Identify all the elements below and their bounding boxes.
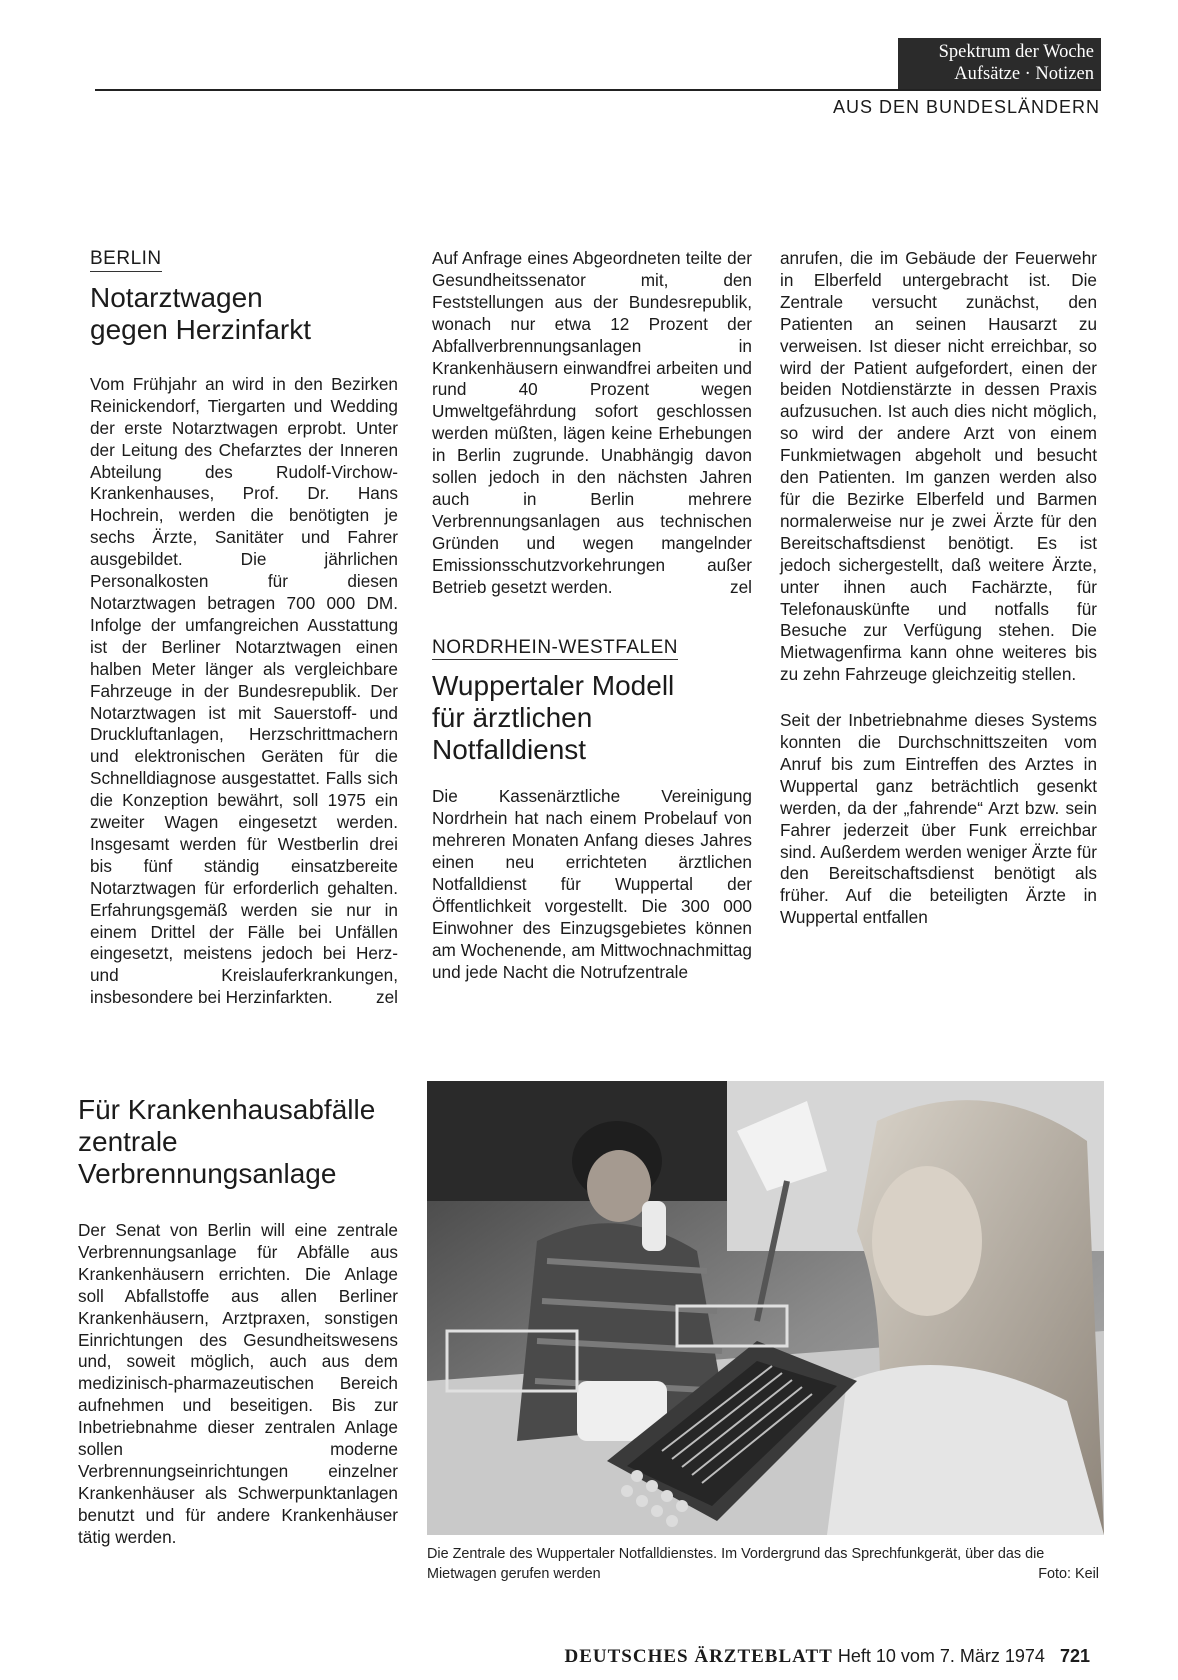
article-3-body-part-3: Seit der Inbetriebnahme dieses Systems konnten die Durchschnittszeiten vom Anruf bis zum Eintreffen des Arztes in Wuppertal ganz beträchtlich gesenkt werden, da der „fahrende“ Arzt bzw. sein Fahrer jederzeit über Funk erreichbar sind. Außerdem werden weniger Ärzte für den Bereitschaftsdienst benötigt als früher. Auf die beteiligten Ärzte in Wuppertal entfallen (780, 710, 1097, 928)
article-1-body (90, 374, 398, 1009)
photo-credit: Foto: Keil (1038, 1566, 1099, 1582)
title-line: Verbrennungsanlage (78, 1158, 337, 1189)
article-3-body-part-1: Die Kassenärztliche Vereinigung Nordrhein hat nach einem Probelauf von mehreren Monaten Anfang dieses Jahres einen neu errichteten ärztlichen Notfalldienst für Wuppertal der Öffentlichkeit vorgestellt. Die 300 000 Einwohner des Einzugsgebietes können am Wochenende, am Mittwochnachmittag und jede Nacht die Notrufzentrale (432, 786, 752, 982)
article-1-title (90, 282, 398, 346)
masthead: DEUTSCHES ÄRZTEBLATT (564, 1646, 833, 1667)
header-rule (95, 89, 1101, 91)
title-line: zentrale (78, 1126, 178, 1157)
title-line: Notarztwagen (90, 281, 263, 313)
page-number: 721 (1059, 1646, 1090, 1666)
column-1-bottom (78, 1094, 398, 1549)
page-footer (380, 1646, 1090, 1668)
title-line: gegen Herzinfarkt (90, 313, 312, 345)
title-line: für ärztlichen (432, 702, 593, 734)
title-line: Notfalldienst (432, 734, 587, 766)
photo-caption (427, 1544, 1099, 1584)
article-3-body-part-2: anrufen, die im Gebäude der Feuerwehr in Elberfeld untergebracht ist. Die Zentrale versucht zunächst, den Patienten an seinen Hausarzt zu verweisen. Ist dieser nicht erreichbar, so wird der Patient aufgefordert, einen der beiden Notdienstärzte in dessen Praxis aufzusuchen. Ist auch dies nicht möglich, so wird der andere Arzt von einem Funkmietwagen abgeholt und besucht den Patienten. Im ganzen werden also für die Bezirke Elberfeld und Barmen normalerweise nur je zwei Ärzte für den Bereitschaftsdienst benötigt. Es ist jedoch sichergestellt, daß weitere Ärzte, unter ihnen auch Fachärzte, für Telefonauskünfte und notfalls für Besuche zur Verfügung stehen. Die Mietwagenfirma kann ohne weiteres bis zu zehn Fahrzeuge gleichzeitig stellen. (780, 248, 1097, 685)
article-2-body-part-1: Der Senat von Berlin will eine zentrale Verbrennungsanlage für Abfälle aus Krankenhäusern errichten. Die Anlage soll Abfallstoffe aus allen Berliner Krankenhäusern, Arztpraxen, sonstigen Einrichtungen des Gesundheitswesens und, soweit möglich, auch aus dem medizinisch-pharmazeutischen Bereich aufnehmen und beseitigen. Bis zur Inbetriebnahme dieser zentralen Anlage sollen moderne Verbrennungseinrichtungen einzelner Krankenhäuser als Schwerpunktanlagen benutzt und für andere Krankenhäuser tätig werden. (78, 1220, 398, 1547)
badge-line-2: Aufsätze · Notizen (954, 64, 1094, 84)
signature: zel (730, 576, 752, 597)
title-line: Wuppertaler Modell (432, 670, 675, 702)
caption-text: Die Zentrale des Wuppertaler Notfalldienstes. Im Vordergrund das Sprechfunkgerät, über das die Mietwagen gerufen werden (427, 1546, 1045, 1582)
article-2-body-part-2 (432, 248, 752, 599)
body-text: Auf Anfrage eines Abgeordneten teilte der Gesundheitssenator mit, den Feststellungen aus der Bundesrepublik, wonach nur etwa 12 Prozent der Abfallverbrennungsanlagen in Krankenhäusern einwandfrei arbeiten und rund 40 Prozent wegen Umweltgefährdung sofort geschlossen werden müßten, lägen keine Erhebungen in Berlin zugrunde. Unabhängig davon sollen jedoch in den nächsten Jahren auch in Berlin mehrere Verbrennungsanlagen aus technischen Gründen und wegen mangelnder Emissionsschutzvorkehrungen außer Betrieb gesetzt werden. (432, 248, 752, 597)
signature: zel (376, 987, 398, 1008)
column-3 (780, 248, 1097, 929)
title-line: Für Krankenhausabfälle (78, 1094, 376, 1125)
article-3-title (432, 670, 752, 766)
column-2 (432, 248, 752, 984)
issue-info: Heft 10 vom 7. März 1974 (837, 1646, 1045, 1666)
photo-emergency-center (427, 1081, 1104, 1535)
photo-illustration (427, 1081, 1104, 1535)
body-text: Vom Frühjahr an wird in den Bezirken Reinickendorf, Tiergarten und Wedding der erste Notarztwagen erprobt. Unter der Leitung des Chefarztes der Inneren Abteilung des Rudolf-Virchow-Krankenhauses, Prof. Dr. Hans Hochrein, werden die benötigten je sechs Ärzte, Sanitäter und Fahrer ausgebildet. Die jährlichen Personalkosten für diesen Notarztwagen betragen 700 000 DM. Infolge der umfangreichen Ausstattung ist der Berliner Notarztwagen einen halben Meter länger als vergleichbare Fahrzeuge in der Bundesrepublik. Der Notarztwagen ist mit Sauerstoff- und Druckluftanlagen, Herzschrittmachern und elektronischen Geräten für die Schnelldiagnose ausgestattet. Falls sich die Konzeption bewährt, soll 1975 ein zweiter Wagen eingesetzt werden. Insgesamt werden für Westberlin drei bis fünf ständig einsatzbereite Notarztwagen für erforderlich gehalten. Erfahrungsgemäß werden sie nur in einem Drittel der Fälle bei Unfällen eingesetzt, meistens jedoch bei Herz- und Kreislauferkrankungen, insbesondere bei Herzinfarkten. (90, 373, 398, 1008)
section-label-nrw: NORDRHEIN-WESTFALEN (432, 637, 678, 661)
section-badge (898, 38, 1101, 90)
section-label-berlin: BERLIN (90, 248, 162, 272)
section-header: AUS DEN BUNDESLÄNDERN (832, 97, 1100, 117)
badge-line-1: Spektrum der Woche (938, 42, 1094, 62)
column-1-top (90, 248, 398, 1009)
article-2-title (78, 1094, 398, 1190)
